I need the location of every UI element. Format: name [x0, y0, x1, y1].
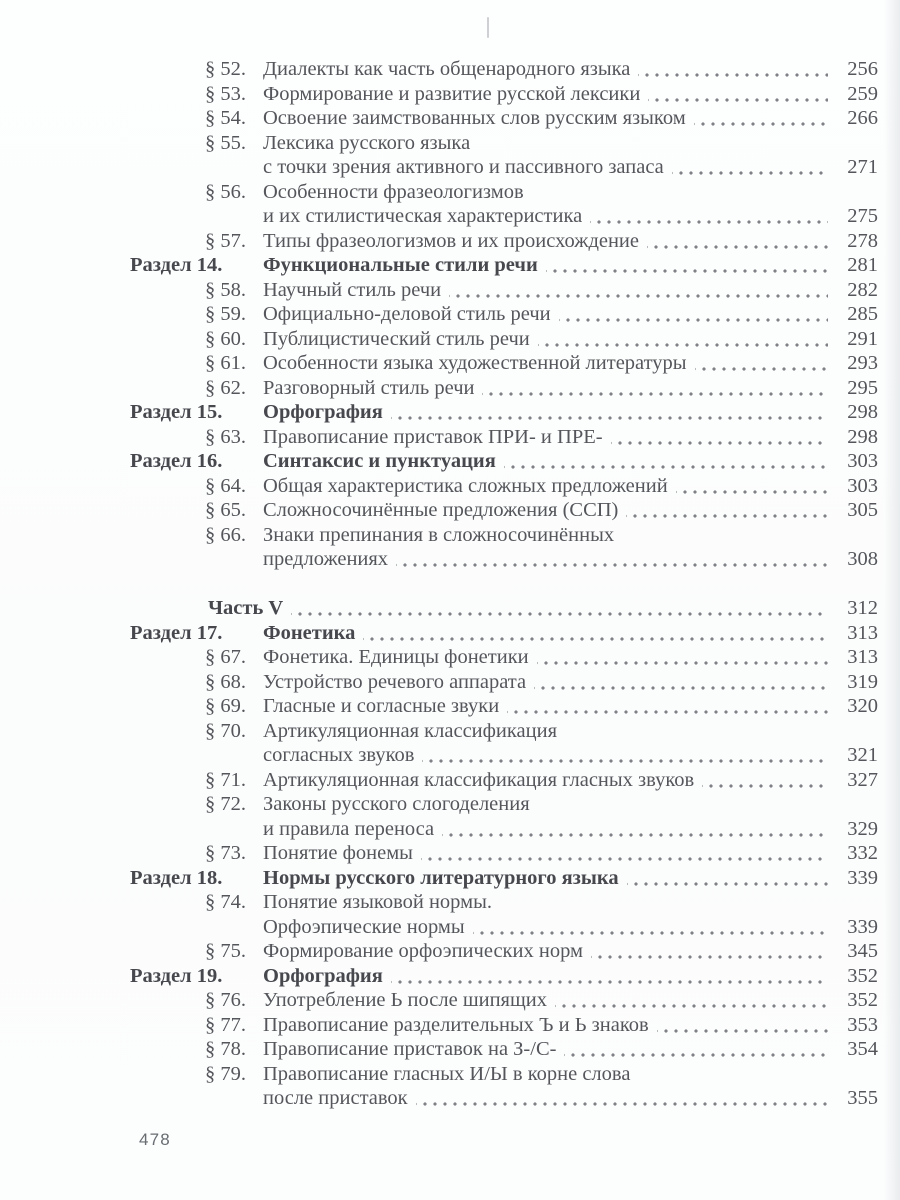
toc-page-number: 308: [847, 548, 878, 570]
page-edge-shadow: [884, 0, 900, 1200]
toc-row: [130, 719, 878, 744]
leader-dots: [546, 253, 828, 278]
toc-entry-title: Типы фразеологизмов и их происхождение: [263, 229, 640, 252]
leader-dots: [648, 82, 828, 107]
toc-entry-title: согласных звуков: [263, 744, 415, 766]
toc-entry-title: Орфография: [263, 964, 383, 987]
toc-entry-label: [130, 743, 263, 768]
toc-row: [130, 1086, 878, 1111]
toc-row: [130, 743, 878, 768]
toc-row: [130, 621, 878, 646]
leader-dots: [473, 915, 828, 940]
toc-page-number: 339: [847, 866, 878, 889]
leader-dots: [694, 106, 828, 131]
toc-row: [130, 106, 878, 131]
toc-entry-label: [130, 915, 263, 940]
toc-entry-title: Официально-деловой стиль речи: [263, 303, 551, 325]
toc-entry-label: Раздел 14.: [130, 254, 223, 276]
toc-row: [130, 645, 878, 670]
toc-page-number: 352: [847, 989, 878, 1011]
toc-page-number: 355: [847, 1087, 878, 1109]
toc-row: [130, 155, 878, 180]
toc-page-number: 352: [847, 964, 878, 987]
toc-entry-title: Орфография: [263, 401, 383, 423]
toc-page-number: 291: [847, 327, 878, 350]
toc-entry-title: Артикуляционная классификация гласных звуков: [263, 768, 695, 791]
toc-entry-label: § 68.: [205, 670, 246, 693]
toc-entry-title: Понятие языковой нормы.: [263, 891, 492, 913]
toc-row: [130, 792, 878, 817]
leader-dots: [391, 964, 828, 989]
toc-entry-label: § 65.: [205, 499, 246, 521]
toc-entry-label: § 56.: [205, 180, 246, 203]
toc-page-number: 327: [847, 768, 878, 791]
toc-entry-label: Раздел 15.: [130, 401, 223, 423]
toc-row: [130, 670, 878, 695]
toc-row: [130, 817, 878, 842]
toc-row: [130, 400, 878, 425]
toc-entry-title: Освоение заимствованных слов русским языком: [263, 107, 686, 129]
toc-page-number: 278: [847, 229, 878, 252]
leader-dots: [559, 302, 828, 327]
toc-page-number: 275: [847, 205, 878, 227]
toc-entry-title: и их стилистическая характеристика: [263, 205, 583, 227]
toc-row: [130, 253, 878, 278]
toc-entry-label: § 69.: [205, 695, 246, 717]
toc-row: [130, 523, 878, 548]
toc-entry-title: Артикуляционная классификация: [263, 719, 558, 742]
toc-entry-title: Публицистический стиль речи: [263, 327, 530, 350]
leader-dots: [482, 376, 828, 401]
toc-page-number: 332: [847, 842, 878, 864]
toc-entry-title: и правила переноса: [263, 817, 435, 840]
toc-entry-title: Разговорный стиль речи: [263, 376, 475, 399]
toc-entry-title: Лексика русского языка: [263, 131, 471, 154]
toc-row: [130, 204, 878, 229]
toc-row: [130, 694, 878, 719]
toc-entry-label: § 55.: [205, 131, 246, 154]
leader-dots: [591, 939, 828, 964]
scan-artifact-mark: [487, 17, 489, 38]
toc-row: [130, 1062, 878, 1087]
leader-dots: [611, 425, 828, 450]
toc-row: [130, 449, 878, 474]
leader-dots: [422, 743, 828, 768]
toc-row: [130, 841, 878, 866]
toc-page-number: 313: [847, 646, 878, 668]
leader-dots: [626, 498, 828, 523]
toc-entry-title: после приставок: [263, 1087, 408, 1109]
toc-entry-title: Правописание разделительных Ъ и Ь знаков: [263, 1013, 649, 1036]
leader-dots: [537, 645, 828, 670]
toc-entry-label: § 61.: [205, 352, 246, 374]
toc-page-number: 285: [847, 303, 878, 325]
toc-entry-label: § 71.: [205, 768, 246, 791]
toc-entry-title: Особенности языка художественной литературы: [263, 352, 687, 374]
toc-page-number: 354: [847, 1038, 878, 1060]
leader-dots: [627, 866, 828, 891]
toc-page-number: 303: [847, 450, 878, 472]
toc-entry-label: § 53.: [205, 82, 246, 105]
toc-row: [130, 302, 878, 327]
leader-dots: [416, 1086, 828, 1111]
leader-dots: [504, 449, 828, 474]
leader-dots: [421, 841, 828, 866]
toc-entry-title: Научный стиль речи: [263, 278, 442, 301]
toc-entry-label: § 60.: [205, 327, 246, 350]
toc-page-number: 298: [847, 425, 878, 448]
toc-row: [130, 964, 878, 989]
toc-entry-title: Нормы русского литературного языка: [263, 866, 619, 889]
toc-entry-title: Орфоэпические нормы: [263, 915, 465, 938]
toc-row: [130, 596, 878, 621]
toc-entry-title: Знаки препинания в сложносочинённых: [263, 523, 615, 546]
toc-page-number: 281: [847, 254, 878, 276]
leader-dots: [442, 817, 828, 842]
leader-dots: [647, 229, 828, 254]
leader-dots: [396, 547, 828, 572]
toc-page-number: 312: [847, 597, 878, 619]
toc-row: [130, 351, 878, 376]
toc-entry-label: § 64.: [205, 474, 246, 497]
toc-row: [130, 376, 878, 401]
toc-entry-label: Раздел 16.: [130, 450, 223, 472]
leader-dots: [291, 596, 828, 621]
toc-entry-label: § 63.: [205, 425, 246, 448]
toc-row: [130, 57, 878, 82]
toc-row: [130, 425, 878, 450]
toc-entry-title: Формирование орфоэпических норм: [263, 940, 583, 962]
toc-page-number: 303: [847, 474, 878, 497]
leader-dots: [657, 1013, 828, 1038]
toc-entry-label: § 79.: [205, 1062, 246, 1085]
toc-row: [130, 327, 878, 352]
leader-dots: [672, 155, 828, 180]
leader-dots: [702, 768, 828, 793]
toc-entry-title: Гласные и согласные звуки: [263, 695, 500, 717]
toc-entry-title: Законы русского слогоделения: [263, 793, 530, 815]
toc-row: [130, 547, 878, 572]
toc-row: [130, 988, 878, 1013]
toc-page-number: 319: [847, 670, 878, 693]
toc-entry-title: Употребление Ь после шипящих: [263, 989, 547, 1011]
toc-entry-title: Сложносочинённые предложения (ССП): [263, 499, 619, 521]
toc-entry-title: Понятие фонемы: [263, 842, 413, 864]
toc-entry-label: [130, 155, 263, 180]
toc-entry-title: Фонетика. Единицы фонетики: [263, 646, 529, 668]
toc-entry-label: § 77.: [205, 1013, 246, 1036]
toc-row: [130, 890, 878, 915]
leader-dots: [534, 670, 828, 695]
leader-dots: [695, 351, 828, 376]
toc-entry-title: Особенности фразеологизмов: [263, 180, 524, 203]
toc-page-number: 271: [847, 156, 878, 178]
leader-dots: [555, 988, 828, 1013]
toc-page-number: 293: [847, 352, 878, 374]
toc-entry-label: § 58.: [205, 278, 246, 301]
toc-entry-title: Диалекты как часть общенародного языка: [263, 58, 631, 80]
leader-dots: [391, 400, 828, 425]
toc-entry-label: § 57.: [205, 229, 246, 252]
toc-entry-title: Правописание приставок на З-/С-: [263, 1038, 557, 1060]
toc-entry-title: Правописание гласных И/Ы в корне слова: [263, 1062, 631, 1085]
toc-row: [130, 1013, 878, 1038]
toc-entry-label: § 75.: [205, 940, 246, 962]
toc-page-number: 339: [847, 915, 878, 938]
toc-entry-title: Формирование и развитие русской лексики: [263, 82, 641, 105]
leader-dots: [676, 474, 828, 499]
leader-dots: [363, 621, 828, 646]
toc-entry-label: Раздел 18.: [130, 866, 223, 889]
toc-entry-title: Фонетика: [263, 621, 356, 644]
toc-entry-label: § 74.: [205, 891, 246, 913]
toc-entry-title: с точки зрения активного и пассивного запаса: [263, 156, 664, 178]
toc-entry-label: § 54.: [205, 107, 246, 129]
leader-dots: [638, 57, 828, 82]
toc-page-number: 313: [847, 621, 878, 644]
toc-entry-label: Раздел 19.: [130, 964, 223, 987]
toc-entry-label: [130, 204, 263, 229]
toc-page-number: 353: [847, 1013, 878, 1036]
toc-row: [130, 131, 878, 156]
leader-dots: [538, 327, 828, 352]
toc-entry-label: § 59.: [205, 303, 246, 325]
toc-page-number: 329: [847, 817, 878, 840]
toc-page-number: 266: [847, 107, 878, 129]
toc-entry-title: Устройство речевого аппарата: [263, 670, 527, 693]
toc-entry-label: [130, 547, 263, 572]
toc-row: [130, 278, 878, 303]
toc-entry-label: [130, 1086, 263, 1111]
toc-entry-title: Функциональные стили речи: [263, 254, 538, 276]
toc-page-number: 282: [847, 278, 878, 301]
toc-page-number: 345: [847, 940, 878, 962]
toc-row: [130, 866, 878, 891]
toc-entry-label: Раздел 17.: [130, 621, 223, 644]
toc-entry-label: § 62.: [205, 376, 246, 399]
toc-page-number: 298: [847, 401, 878, 423]
toc-row: [130, 915, 878, 940]
toc-entry-label: § 66.: [205, 523, 246, 546]
toc-entry-label: § 67.: [205, 646, 246, 668]
toc-entry-title: Правописание приставок ПРИ- и ПРЕ-: [263, 425, 603, 448]
leader-dots: [564, 1037, 828, 1062]
toc-row: [130, 768, 878, 793]
leader-dots: [449, 278, 828, 303]
leader-dots: [507, 694, 828, 719]
toc-row: [130, 474, 878, 499]
toc-page-number: 259: [847, 82, 878, 105]
toc-page-number: 256: [847, 58, 878, 80]
toc-entry-label: [130, 817, 263, 842]
toc-row: [130, 229, 878, 254]
toc-page-number: 305: [847, 499, 878, 521]
toc-page-number: 321: [847, 744, 878, 766]
toc-entry-title: предложениях: [263, 548, 389, 570]
toc-entry-label: § 76.: [205, 989, 246, 1011]
toc-entry-label: § 52.: [205, 58, 246, 80]
toc-row: [130, 82, 878, 107]
toc-entry-label: § 72.: [205, 793, 246, 815]
toc-entry-title: Часть V: [208, 597, 284, 619]
toc-entry-label: § 78.: [205, 1038, 246, 1060]
toc-entry-label: [130, 596, 208, 621]
toc-entry-title: Синтаксис и пунктуация: [263, 450, 496, 472]
toc-page-number: 295: [847, 376, 878, 399]
toc-entry-label: § 73.: [205, 842, 246, 864]
leader-dots: [590, 204, 828, 229]
toc-row: [130, 1037, 878, 1062]
toc-entry-label: § 70.: [205, 719, 246, 742]
folio-page-number: 478: [139, 1130, 171, 1149]
toc-row: [130, 939, 878, 964]
toc-row: [130, 498, 878, 523]
toc-page-number: 320: [847, 695, 878, 717]
toc-row: [130, 180, 878, 205]
toc-entry-title: Общая характеристика сложных предложений: [263, 474, 668, 497]
